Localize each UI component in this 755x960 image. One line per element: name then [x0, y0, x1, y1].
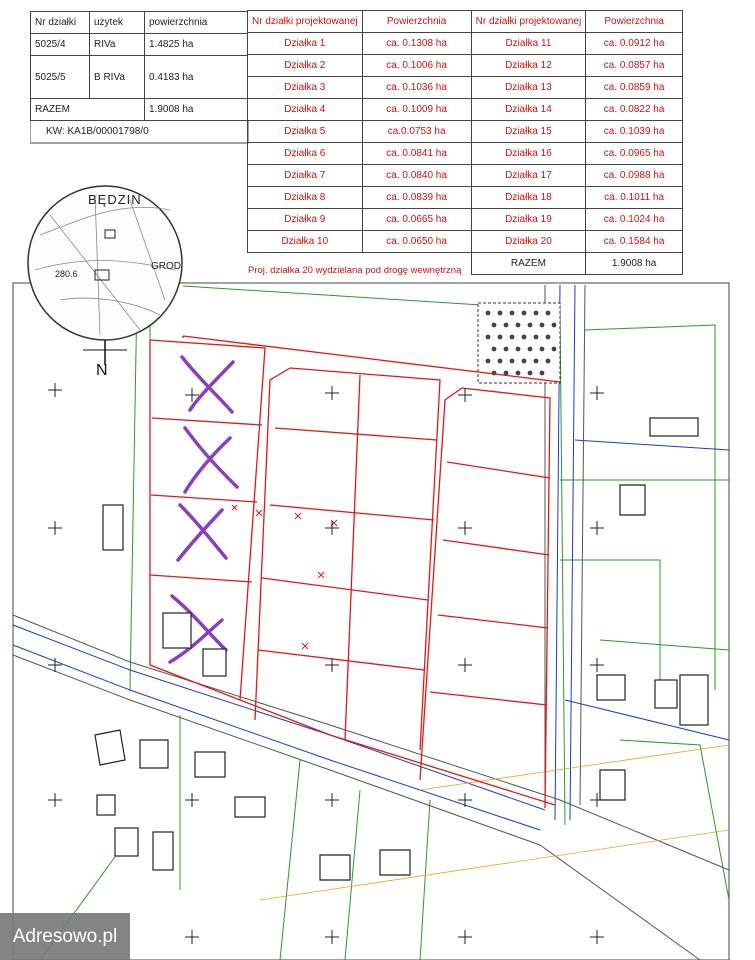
cell-plot: Działka 3	[248, 77, 363, 99]
total-label: RAZEM	[31, 99, 145, 121]
cell-plot: Działka 14	[471, 99, 586, 121]
ownership-table	[30, 11, 248, 121]
table-row	[248, 187, 683, 209]
cell-area: ca. 0.0857 ha	[586, 55, 683, 77]
table-row	[248, 121, 683, 143]
cell-plot: Działka 18	[471, 187, 586, 209]
total-area: 1.9008 ha	[586, 253, 683, 275]
col-header-area: powierzchnia	[145, 12, 248, 34]
cell-plot: Działka 5	[248, 121, 363, 143]
cell-nr: 5025/4	[31, 34, 90, 56]
cell-area: ca. 0.0650 ha	[362, 231, 471, 253]
cell-area: ca. 0.0839 ha	[362, 187, 471, 209]
cell-area: ca. 0.0965 ha	[586, 143, 683, 165]
cell-area: ca. 0.0859 ha	[586, 77, 683, 99]
table-row	[248, 33, 683, 55]
col-header-plot-right: Nr działki projektowanej	[471, 11, 586, 33]
table-row	[248, 77, 683, 99]
cell-nr: 5025/5	[31, 56, 90, 99]
cell-plot: Działka 8	[248, 187, 363, 209]
cell-area: ca. 0.1036 ha	[362, 77, 471, 99]
total-label: RAZEM	[471, 253, 586, 275]
cell-area: ca. 0.1006 ha	[362, 55, 471, 77]
table-row	[248, 165, 683, 187]
cell-area: ca. 0.0840 ha	[362, 165, 471, 187]
cell-area: ca. 0.0665 ha	[362, 209, 471, 231]
table-row	[248, 99, 683, 121]
col-header-uzytek: użytek	[90, 12, 145, 34]
inset-city-label: BĘDZIN	[88, 192, 142, 207]
cell-plot: Działka 20	[471, 231, 586, 253]
table-row	[248, 143, 683, 165]
road-plot-note: Proj. działka 20 wydzielana pod drogę wewnętrzną	[248, 265, 462, 276]
north-arrow-label: N	[96, 362, 108, 379]
table-row	[248, 231, 683, 253]
cell-plot: Działka 12	[471, 55, 586, 77]
cell-plot: Działka 13	[471, 77, 586, 99]
cell-plot: Działka 15	[471, 121, 586, 143]
cell-area: ca. 0.0822 ha	[586, 99, 683, 121]
table-row	[31, 34, 248, 56]
cell-plot: Działka 4	[248, 99, 363, 121]
cell-plot: Działka 1	[248, 33, 363, 55]
cell-area: ca. 0.1039 ha	[586, 121, 683, 143]
cell-plot: Działka 17	[471, 165, 586, 187]
table-row	[31, 56, 248, 99]
cell-area: ca. 0.0841 ha	[362, 143, 471, 165]
cell-area: ca. 0.1024 ha	[586, 209, 683, 231]
cell-plot: Działka 6	[248, 143, 363, 165]
col-header-nr: Nr działki	[31, 12, 90, 34]
col-header-area-right: Powierzchnia	[586, 11, 683, 33]
project-plots-table	[247, 10, 683, 275]
col-header-plot-left: Nr działki projektowanej	[248, 11, 363, 33]
cell-area: ca. 0.0988 ha	[586, 165, 683, 187]
cell-area: 1.4825 ha	[145, 34, 248, 56]
cell-area: ca. 0.1009 ha	[362, 99, 471, 121]
cell-uzytek: RIVa	[90, 34, 145, 56]
cell-plot: Działka 11	[471, 33, 586, 55]
watermark-badge: Adresowo.pl	[0, 913, 130, 960]
table-header-row	[31, 12, 248, 34]
cell-area: ca. 0.1308 ha	[362, 33, 471, 55]
table-total-row	[31, 99, 248, 121]
cell-plot: Działka 16	[471, 143, 586, 165]
cell-plot: Działka 7	[248, 165, 363, 187]
total-area: 1.9008 ha	[145, 99, 248, 121]
cell-plot: Działka 19	[471, 209, 586, 231]
table-row	[248, 209, 683, 231]
cell-plot: Działka 2	[248, 55, 363, 77]
cell-area: ca.0.0753 ha	[362, 121, 471, 143]
cell-area: 0.4183 ha	[145, 56, 248, 99]
cell-area: ca. 0.1584 ha	[586, 231, 683, 253]
cell-plot: Działka 10	[248, 231, 363, 253]
table-row	[248, 55, 683, 77]
kw-box	[30, 120, 250, 144]
cell-plot: Działka 9	[248, 209, 363, 231]
col-header-area-left: Powierzchnia	[362, 11, 471, 33]
inset-road-label: GROD	[151, 261, 181, 272]
land-register-number: KW: KA1B/00001798/0	[46, 126, 149, 137]
cell-uzytek: B RIVa	[90, 56, 145, 99]
cell-area: ca. 0.1011 ha	[586, 187, 683, 209]
cell-area: ca. 0.0912 ha	[586, 33, 683, 55]
table-header-row	[248, 11, 683, 33]
inset-elevation-label: 280.6	[55, 269, 78, 279]
